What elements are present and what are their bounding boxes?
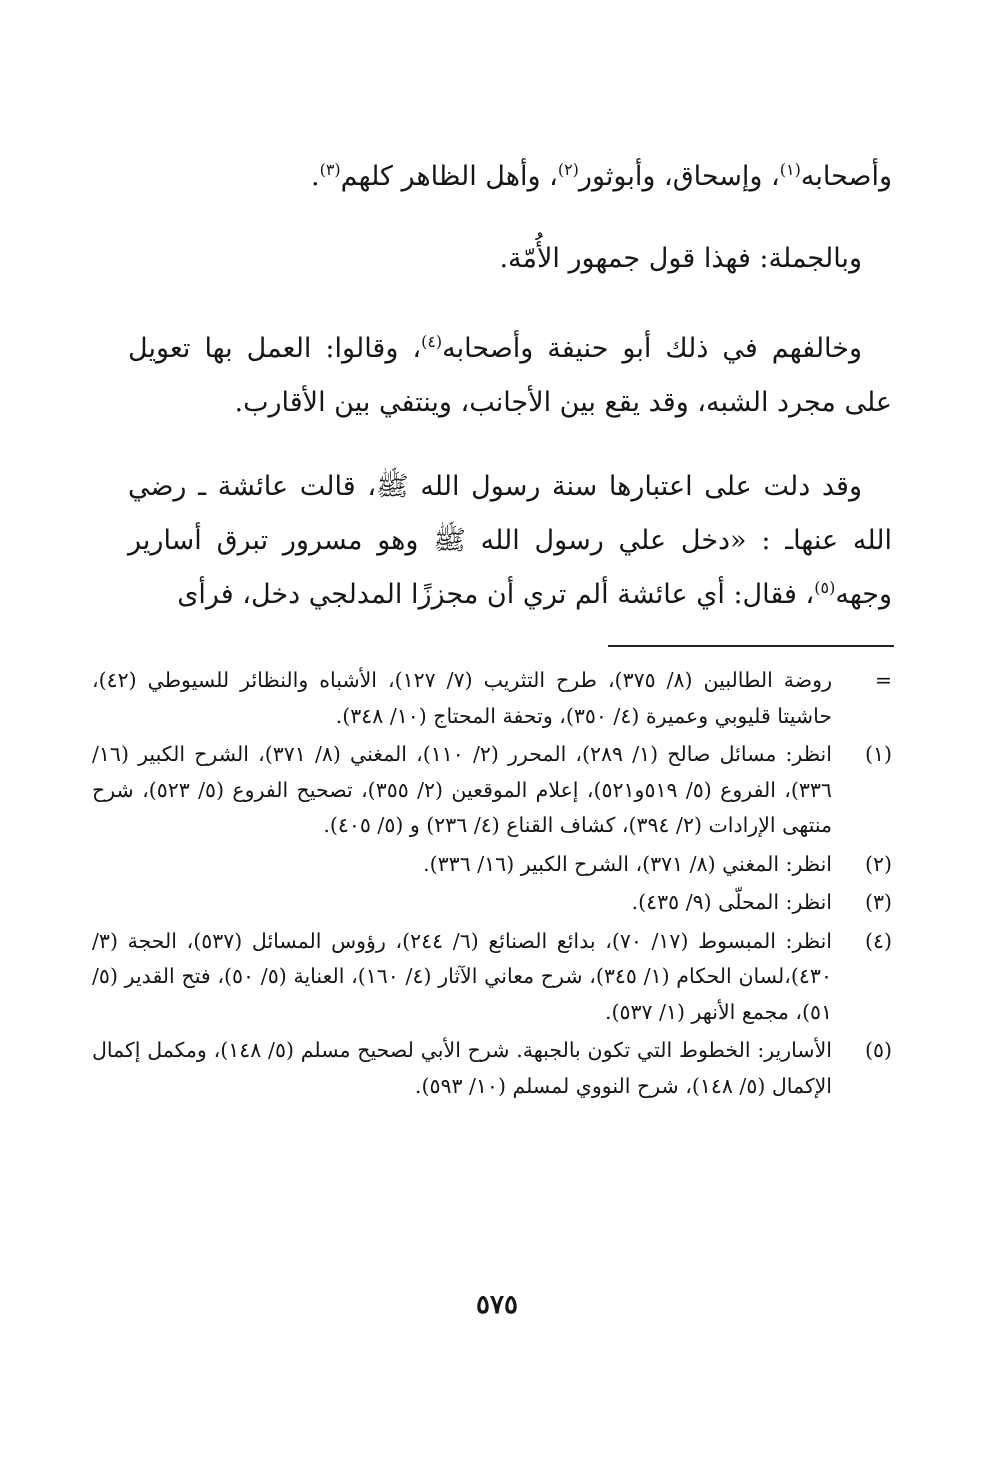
footnote-ref-2[interactable]: (٢) [557, 160, 579, 179]
paragraph-1-part-d: . [310, 161, 320, 192]
footnote-number: (٣) [864, 890, 892, 914]
footnote-3 [92, 885, 892, 921]
paragraph-4-part-a: وقد دلت على اعتبارها سنة رسول الله ﷺ، قالت عائشة ـ رضي الله عنهاـ : «دخل علي رسول الله ﷺ وهو مسرور تبرق أسارير وجهه [128, 471, 892, 610]
footnote-text: روضة الطالبين (٨/ ٣٧٥)، طرح التثريب (٧/ ١٢٧)، الأشباه والنظائر للسيوطي (٤٢)، حاشيتا قليوبي وعميرة (٤/ ٣٥٠)، وتحفة المحتاج (١٠/ ٣٤٨). [92, 668, 832, 728]
footnote-5 [92, 1033, 892, 1104]
footnote-text: انظر: المبسوط (١٧/ ٧٠)، بدائع الصنائع (٦/ ٢٤٤)، رؤوس المسائل (٥٣٧)، الحجة (٣/ ٤٣٠)،لسان الحكام (١/ ٣٤٥)، شرح معاني الآثار (٤/ ١٦٠)، العناية (٥/ ٥٠)، فتح القدير (٥/ ٥١)، مجمع الأنهر (١/ ٥٣٧). [92, 928, 832, 1024]
footnote-number: (١) [864, 742, 892, 766]
paragraph-3 [128, 322, 892, 430]
footnote-1 [92, 737, 892, 844]
footnote-marker: = [874, 668, 892, 692]
paragraph-1-part-a: وأصحابه [800, 161, 892, 192]
paragraph-3-part-a: وخالفهم في ذلك أبو حنيفة وأصحابه [442, 333, 862, 364]
footnote-text: انظر: المحلّى (٩/ ٤٣٥). [631, 890, 832, 914]
paragraph-4 [128, 460, 892, 622]
paragraph-1-part-b: ، وإسحاق، وأبوثور [578, 161, 780, 192]
footnote-continued [92, 663, 892, 734]
main-text [128, 150, 892, 622]
footnote-text: انظر: المغني (٨/ ٣٧١)، الشرح الكبير (١٦/ ٣٣٦). [423, 851, 832, 876]
footnote-divider [608, 645, 894, 647]
footnote-text: انظر: مسائل صالح (١/ ٢٨٩)، المحرر (٢/ ١١٠)، المغني (٨/ ٣٧١)، الشرح الكبير (١٦/ ٣٣٦)، الفروع (٥/ ٥١٩و٥٢١)، إعلام الموقعين (٢/ ٣٥٥)، تصحيح الفروع (٥/ ٥٢٣)، شرح منتهى الإرادات (٢/ ٣٩٤)، كشاف القناع (٤/ ٢٣٦) و (٥/ ٤٠٥). [92, 742, 832, 837]
footnote-2 [92, 847, 892, 883]
page-number: ٥٧٥ [476, 1290, 518, 1320]
footnote-number: (٢) [864, 851, 892, 876]
paragraph-1-part-c: ، وأهل الظاهر كلهم [340, 161, 558, 192]
footnote-text: الأسارير: الخطوط التي تكون بالجبهة. شرح الأبي لصحيح مسلم (٥/ ١٤٨)، ومكمل إكمال الإكمال (٥/ ١٤٨)، شرح النووي لمسلم (١٠/ ٥٩٣). [92, 1038, 832, 1098]
paragraph-1 [128, 150, 892, 204]
footnote-ref-3[interactable]: (٣) [319, 160, 341, 179]
footnote-ref-4[interactable]: (٤) [421, 332, 443, 351]
footnote-ref-5[interactable]: (٥) [814, 578, 836, 597]
footnote-number: (٤) [864, 928, 892, 953]
footnote-ref-1[interactable]: (١) [779, 160, 801, 179]
paragraph-4-part-b: ، فقال: أي عائشة ألم تري أن مجززًا المدلجي دخل، فرأى [177, 579, 815, 610]
paragraph-2: وبالجملة: فهذا قول جمهور الأُمّة. [499, 243, 862, 274]
footnote-4 [92, 924, 892, 1031]
footnotes [92, 663, 892, 1107]
footnote-number: (٥) [864, 1038, 892, 1062]
paragraph-3-part-b: ، وقالوا: العمل بها تعويل على مجرد الشبه، وقد يقع بين الأجانب، وينتفي بين الأقارب. [128, 333, 892, 418]
